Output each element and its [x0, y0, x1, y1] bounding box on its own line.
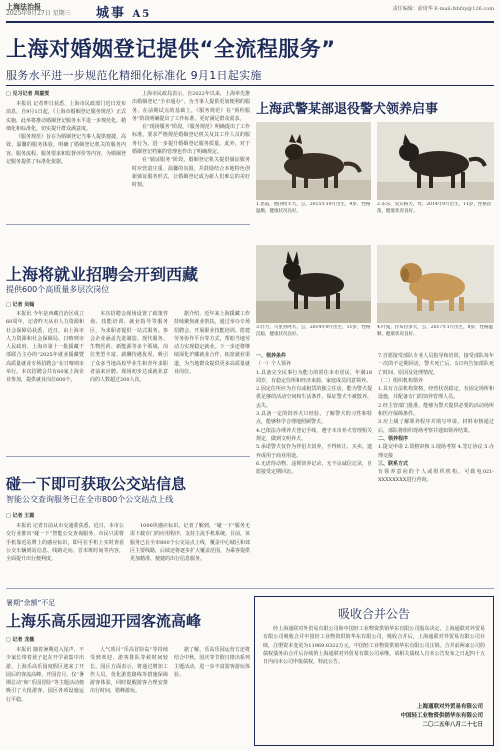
dog-2-image [377, 122, 494, 200]
park-kicker: 暑期“余额”不足 [6, 599, 56, 607]
dog-caption-1: 1.昆霞，德国牧羊犬，公，2015年10月出生，9岁，性格温顺，健康状况良好。 [256, 202, 371, 214]
bus-col2: 1000块感应标识。记者了解到，“碰一下”服务无需下载专门的应用程序，支持主流手机系统。目前，该服务已在全市800个公交站点上线，覆盖中心城区和郊区主要线路，后续还将逐步扩大覆盖范围，为乘客提供更加精准、便捷的出行信息服务。 [130, 523, 250, 563]
dogs-c1-line-6: 5.承诺警犬仅作为伴侣犬饲养，不得转让、买卖、遗弃或用于商业用途。 [256, 444, 372, 459]
dogs-c2-line-6: 1.提交申请 2.资格审核 3.现场考察 4.签订协议 5.办理交接 [378, 444, 494, 459]
job-subtitle: 提供600个高质量多层次岗位 [6, 285, 110, 294]
dogs-c1-line-4: 3.具备一定的饲养犬只经验，了解警犬的习性和特点，能够科学合理地照顾警犬。 [256, 411, 372, 426]
job-byline: □ 记者 吴翰 [6, 302, 35, 308]
park-rule [6, 588, 494, 589]
dogs-c2-line-3: 2.经主管部门批准，能够为警犬提供必要的活动场所和医疗保障条件。 [378, 402, 494, 418]
dogs-c1-line-7: 6.无虐待动物、违规饲养记录，无不良诚信记录，自愿接受定期回访。 [256, 460, 372, 476]
dog-4-image [377, 245, 494, 323]
park-col3: 据了解，乐高乐园运营方还将结合中秋、国庆等节假日推出系列主题活动，进一步丰富游客游玩体验。 [174, 647, 250, 678]
dogs-c1-line-1: （一）个人领养 [256, 361, 292, 368]
lead-headline: 上海对婚姻登记提供“全流程服务” [6, 37, 336, 61]
lead-para-2: 《服务规范》旨在为婚姻登记当事人提供便捷、高效、温馨的服务体验，明确了婚姻登记机关的服务内容、服务流程、服务要求和监督评价等内容，为婚姻登记服务提供了标准化依据。 [6, 134, 126, 166]
masthead-left [6, 3, 71, 17]
dogs-c1-line-3: 2.固定住所应为自有或租赁的独立住房，能为警犬提供足够的活动空间和生活条件，保证警犬不被散养、丢失。 [256, 386, 372, 409]
dog-1-image [256, 122, 371, 200]
lead-col1 [6, 90, 126, 220]
dog-photo-4 [377, 245, 494, 323]
job-col1: 本报讯 今年是西藏自治区成立60周年，记者昨天从市人力资源和社会保障局获悉，近日，由上海市人力资源和社会保障局、日喀则市人民政府、上海市第十一批援藏干部联合主办的“2025年就业援藏暨高质量就业专场招聘会”在日喀则市举行。本次招聘会共有60家上海企业参加，提供就业岗位600个。 [6, 311, 84, 384]
dogs-c1-line-2: 1.具备完全民事行为能力的常住本市居民，年满18周岁，有稳定住所和经济来源，家庭成员同意领养。 [256, 369, 372, 384]
dog-3-image [256, 245, 371, 323]
lead-paragraph [6, 100, 126, 218]
bus-rule [6, 456, 250, 457]
bus-byline: □ 记者 王霜 [6, 513, 35, 519]
dogs-c2-line-2: 1.具有合法机构资格，经营状况稳定，有固定场所和设施，并配备专门的饲养管理人员。 [378, 386, 494, 401]
dogs-c2-line-1: （二）组织机构领养 [378, 377, 424, 384]
job-rule [6, 224, 250, 225]
park-col2: 人气项目“乐高冒险岛”等持续受到欢迎，游客排队等候时间较长。园区方面表示，将通过增加工作人员、优化游览路线等措施保障游客体验，同时提醒游客合理安排出行时间，错峰游玩。 [90, 647, 168, 695]
lead-para-1: 本报讯 记者昨日获悉，上海市民政部门近日发布消息，自9月1日起，《上海市婚姻登记服务规范》正式实施，此举将推动婚姻登记服务水平进一步规范化、精细化和标准化，切实提升群众满意度。 [6, 101, 126, 132]
park-title: 上海乐高乐园迎开园客流高峰 [6, 612, 202, 630]
dogs-c2-line-4: 3.应上级了解领养程序并填写申请，材料审核通过后，部队将组织现场考察并通知领养结果。 [378, 419, 494, 434]
section-label: 城事 [96, 6, 127, 21]
issue-date: 2025年9月27日 星期三 [6, 10, 71, 17]
dogs-c1-line-5: 4.已依法办理养犬登记手续，遵守本市养犬管理相关规定，做到文明养犬。 [256, 427, 372, 442]
job-title: 上海将就业招聘会开到西藏 [6, 265, 199, 284]
notice-signer-2: 中国轻工业物资供销华东有限公司 [400, 713, 483, 719]
dogs-c1-line-0: 一、领养条件 [256, 353, 287, 359]
dog-photo-2 [377, 122, 494, 200]
dogs-text-col2 [378, 352, 494, 584]
dog-caption-2: 2.乐乐，史宾格犬，母，2014年9月出生，11岁，性格活泼，健康状况良好。 [377, 202, 492, 214]
dogs-title: 上海武警某部退役警犬领养启事 [256, 102, 439, 117]
lead-rule [6, 85, 494, 86]
dogs-c2-line-7: 三、联系方式 [378, 460, 409, 467]
bus-col1: 本报讯 记者日前从市交通委获悉，近日，本市公交行业推出“碰一下”智能公交查询服务，市民只需将手机靠近站牌上的感应标识，即可在手机上实时查看公交车辆到站信息、线路走向、首末班时间等内容，全面提升出行便利度。 [6, 523, 124, 563]
lead-para-5: 在“颁证服务”阶段，婚姻登记机关提供颁证服务时应营造庄重、温馨的氛围，并鼓励结合本地特色创新颁证服务形式，让婚姻登记成为新人们难忘的美好时刻。 [132, 157, 250, 189]
dogs-c2-line-0: 7.自愿接受部队专业人员指导和培训，接受部队每年一次的不定期回访，警犬死亡后，5日内告知部队死亡时间、原因及处理情况。 [378, 353, 494, 376]
dogs-c2-line-5: 二、领养程序 [378, 435, 409, 442]
notice-body: 经上海通联对外贸易有限公司和中国轻工业物资供销华东有限公司股东决定，上海通联对外贸易有限公司吸收合并中国轻工业物资供销华东有限公司，吸收合并后，上海通联对外贸易有限公司存续，注册资本变更为11969.8322万元，中国轻工业物资供销华东有限公司注销。合并前两家公司的债权债务由合并后存续的上海通联对外贸易有限公司承继。请相关债权人自本公告发布之日起四十五日内向本公司申报债权。特此公告。 [263, 626, 485, 666]
bus-subtitle: 智能公交查询服务已在全市800个公交站点上线 [6, 495, 174, 504]
section-name [96, 2, 151, 21]
notice-date: 二〇二五年八月二十七日 [422, 722, 483, 728]
notice-signers [400, 703, 483, 730]
job-col2: 本次招聘会现场设置了政策咨询、技能培训、就业指导等服务区，为求职者提供一站式服务。参会企业涵盖先进制造、现代服务、生物医药、新能源等多个领域，岗位类型丰富、薪酬待遇优厚，吸引了众多当地高校毕业生和青年求职者前来应聘。现场初步达成就业意向的人数超过200人次。 [90, 311, 168, 384]
notice-title: 吸收合并公告 [337, 607, 410, 621]
editor-line: 责任编辑：俞琦华 E-mail:fzbfzy@126.com [392, 6, 494, 12]
lead-para-3: 上海市民政局表示，自2022年以来，上海率先推出婚姻登记“全市通办”，为当事人提供更加便利的服务。在前期试点的基础上，《服务规范》在“预约服务”阶段明确提出了工作标准，更好满足群众需求。 [132, 91, 250, 122]
dog-caption-4: 4.叶蔓，拉布拉多犬，公，2017年1月出生，8岁，性格温顺，健康状况良好。 [377, 325, 493, 337]
page-number: A5 [132, 9, 152, 20]
notice-signer-1: 上海通联对外贸易有限公司 [416, 704, 483, 710]
dog-photo-3 [256, 245, 371, 323]
bus-title: 碰一下即可获取公交站信息 [6, 475, 187, 493]
merger-notice [254, 596, 494, 746]
park-col1: 本报讯 随着暑期进入尾声，不少家长带着孩子赶在开学前集中出游，上海乐高乐园度假区迎来了开园后的客流高峰。开园首月，仅“暑期总动”和“乐园冒险”等主题活动便吸引了大批游客，园区各项设施运行平稳。 [6, 647, 84, 703]
lead-col2 [132, 90, 250, 220]
dogs-c2-line-8: 有领养意向的个人或组织机构，可致电021-XXXXXXXX进行咨询。 [378, 469, 494, 484]
dog-photo-1 [256, 122, 371, 200]
lead-byline: □ 见习记者 周嘉雯 [6, 91, 50, 97]
park-byline: □ 记者 龙薇 [6, 637, 35, 643]
lead-subhead: 服务水平进一步规范化精细化标准化 9月1日起实施 [6, 69, 262, 82]
newspaper-logo: 上海法治报 [6, 2, 41, 11]
job-col3: 据介绍，近年来上海援藏工作持续聚焦就业帮扶，通过举办专场招聘会、开展职业技能培训、搭建劳务协作平台等方式，帮助当地劳动力实现稳定就业。下一步还将继续深化沪藏就业合作，拓宽就业渠道，为当地群众提供更多高质量就业岗位。 [174, 311, 250, 376]
dogs-text-col1 [256, 352, 372, 584]
masthead-rule [6, 21, 494, 23]
dog-caption-3: 3.壮力，马里努阿犬，公，2014年9月出生，11岁，性格沉稳，健康状况良好。 [256, 325, 371, 337]
lead-para-4: 在“现场服务”阶段，《服务规范》明确提出了工作标准，要求严格规范婚姻登记机关及其工作人员的服务行为，进一步提升婚姻登记服务质量。此外，对于婚姻登记档案的管理也作出了明确规定。 [132, 124, 250, 156]
